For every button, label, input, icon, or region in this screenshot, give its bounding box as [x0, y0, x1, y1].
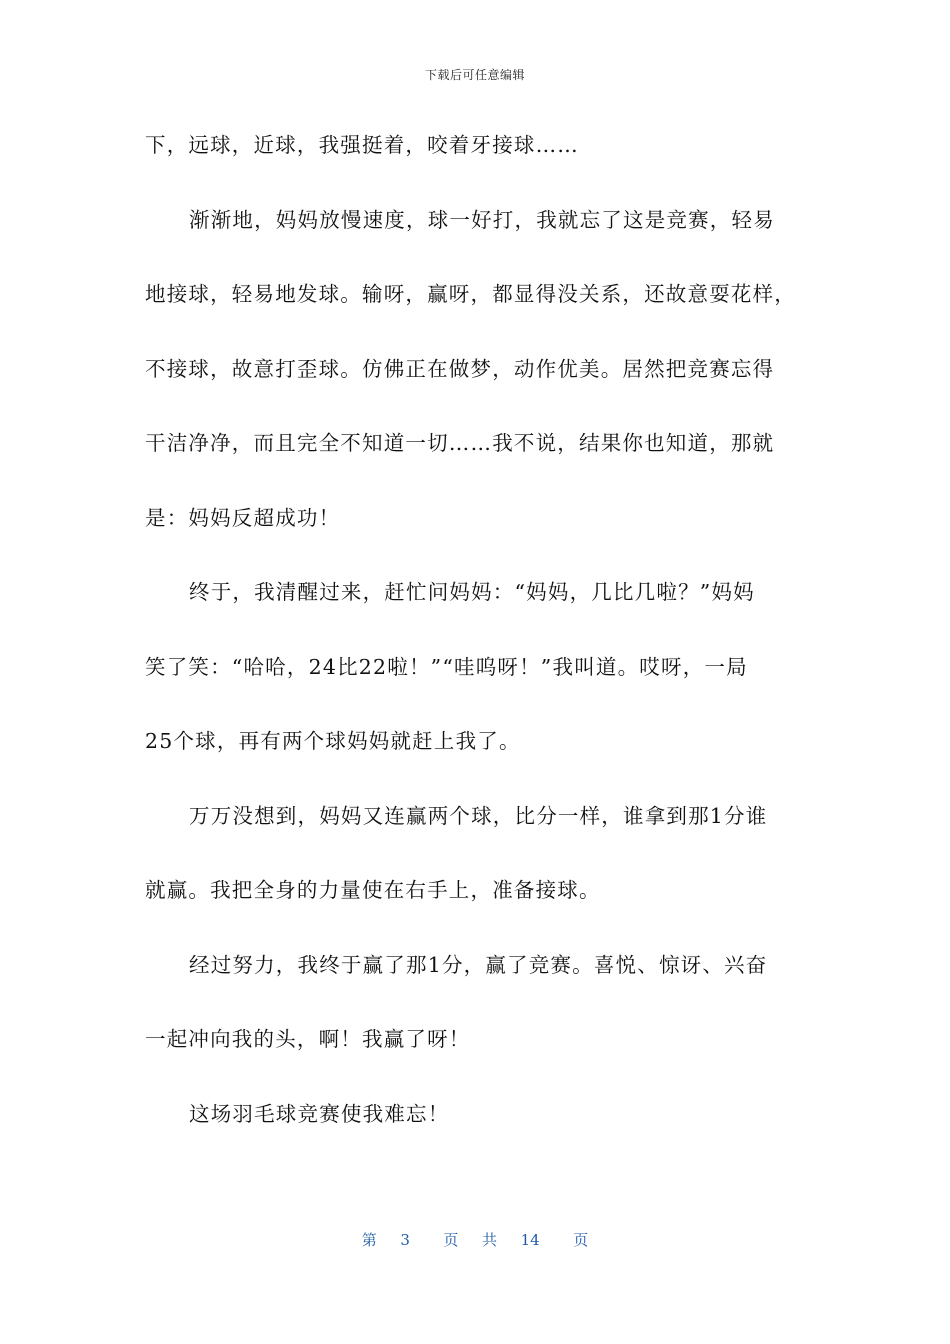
paragraph-start-line: 经过努力，我终于赢了那1分，赢了竞赛。喜悦、惊讶、兴奋 — [189, 952, 768, 977]
total-label: 共 — [482, 1231, 498, 1249]
text-line: 地接球，轻易地发球。输呀，赢呀，都显得没关系，还故意耍花样， — [145, 282, 796, 306]
page-number: 3 — [400, 1231, 410, 1249]
text-line: 下，远球，近球，我强挺着，咬着牙接球…… — [145, 133, 579, 157]
paragraph-start-line: 这场羽毛球竞赛使我难忘！ — [189, 1101, 450, 1126]
paragraph-start-line: 万万没想到，妈妈又连赢两个球，比分一样，谁拿到那1分谁 — [189, 803, 768, 828]
text-line: 是：妈妈反超成功！ — [145, 505, 341, 530]
text-line: 一起冲向我的头，啊！我赢了呀！ — [145, 1027, 471, 1051]
text-line: 不接球，故意打歪球。仿佛正在做梦，动作优美。居然把竞赛忘得 — [145, 356, 775, 381]
page-footer — [0, 1229, 950, 1250]
page-label: 第 — [361, 1231, 377, 1249]
total-pages: 14 — [520, 1231, 540, 1249]
page-header: 下载后可任意编辑 — [424, 68, 525, 82]
paragraph-start-line: 终于，我清醒过来，赶忙问妈妈：“妈妈，几比几啦？”妈妈 — [189, 580, 755, 604]
text-line: 就赢。我把全身的力量使在右手上，准备接球。 — [145, 878, 601, 902]
page-unit: 页 — [443, 1231, 459, 1249]
text-line: 干洁净净，而且完全不知道一切……我不说，结果你也知道，那就 — [145, 431, 775, 455]
document-body — [145, 108, 810, 1151]
text-line: 25个球，再有两个球妈妈就赶上我了。 — [145, 729, 521, 753]
total-unit: 页 — [573, 1231, 589, 1249]
paragraph-start-line: 渐渐地，妈妈放慢速度，球一好打，我就忘了这是竞赛，轻易 — [189, 207, 775, 232]
text-line: 笑了笑：“哈哈，24比22啦！”“哇呜呀！”我叫道。哎呀，一局 — [145, 654, 748, 679]
